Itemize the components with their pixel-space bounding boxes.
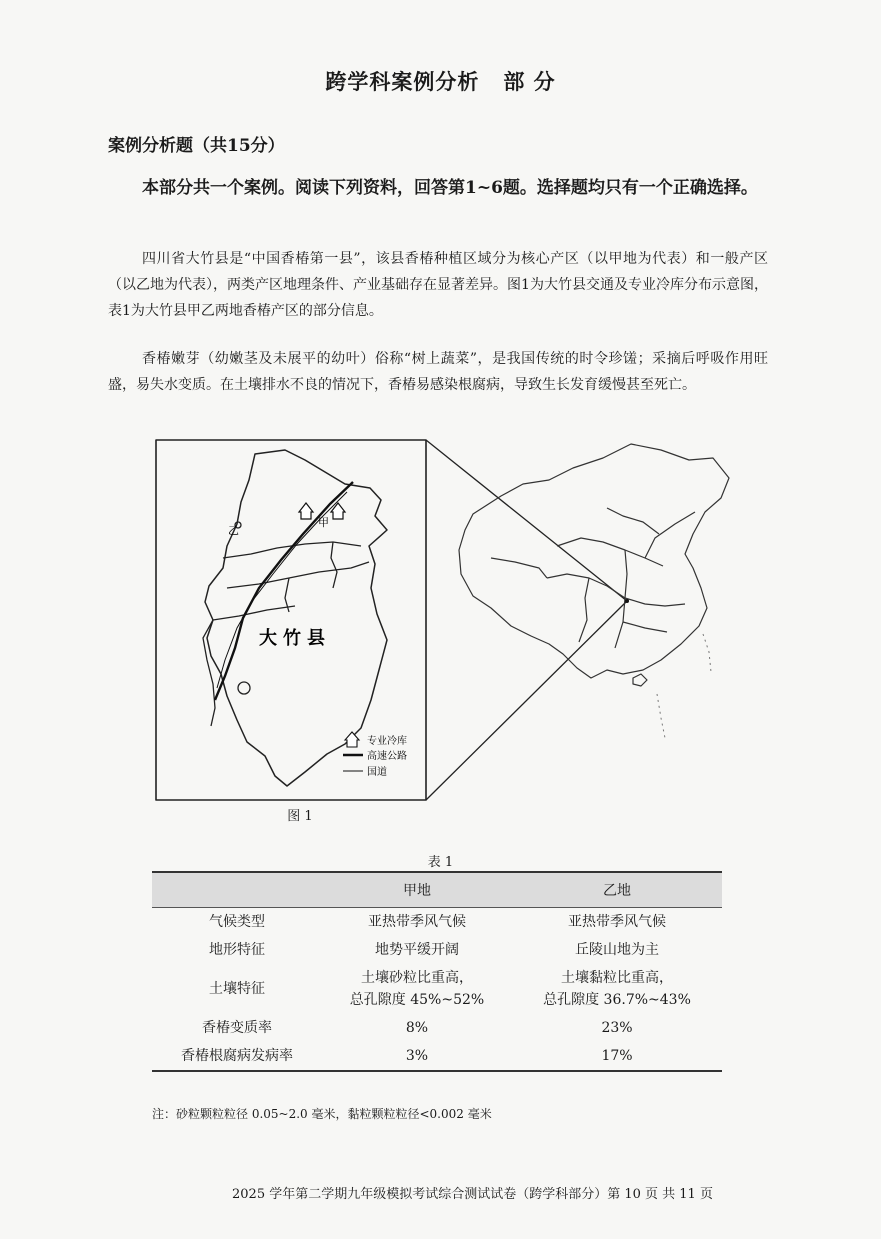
data-table (152, 871, 722, 1072)
table-row (152, 1042, 722, 1071)
row-label: 香椿变质率 (202, 1020, 272, 1036)
county-outline (205, 450, 387, 786)
cell-jia: 亚热带季风气候 (368, 914, 466, 930)
location-marker (625, 599, 629, 603)
title-main: 跨学科案例分析 (325, 69, 480, 94)
table-header (152, 872, 322, 908)
expressway-line (215, 482, 353, 700)
cell-line: 总孔隙度 45%~52% (349, 992, 485, 1008)
figure-caption: 图 1 (287, 809, 313, 824)
cell-yi: 丘陵山地为主 (575, 942, 659, 958)
province-boundary (491, 558, 547, 578)
hainan-island (633, 674, 647, 686)
cell-yi: 23% (601, 1020, 633, 1036)
page-footer: 2025 学年第二学期九年级模拟考试综合测试试卷（跨学科部分）第 10 页 共 11 页 (232, 1187, 713, 1202)
paragraph-1: 四川省大竹县是“中国香椿第一县”，该县香椿种植区域分为核心产区（以甲地为代表）和一般产区（以乙地为代表），两类产区地理条件、产业基础存在显著差异。图1为大竹县交通及专业冷库分布示意图，表1为大竹县甲乙两地香椿产区的部分信息。 (108, 251, 768, 319)
south-sea-islands (657, 634, 711, 738)
connector-line-top (426, 440, 627, 601)
section-heading: 案例分析题（共15分） (108, 136, 285, 156)
legend-label: 专业冷库 (367, 736, 407, 747)
table-caption: 表 1 (427, 855, 454, 870)
cell-line: 土壤黏粒比重高， (561, 970, 673, 986)
cell-yi (512, 964, 722, 1014)
province-boundary (623, 622, 667, 632)
legend-house-icon (345, 732, 359, 747)
internal-boundary (227, 562, 369, 588)
cell-jia: 3% (322, 1042, 512, 1071)
row-label: 气候类型 (209, 914, 265, 930)
province-boundary (579, 578, 589, 642)
legend-label: 国道 (367, 767, 387, 778)
cell-yi: 17% (512, 1042, 722, 1071)
instruction-text: 本部分共一个案例。阅读下列资料，回答第1~6题。选择题均只有一个正确选择。 (142, 178, 758, 198)
internal-boundary (213, 606, 295, 620)
cell-yi: 亚热带季风气候 (568, 914, 666, 930)
table-row (152, 964, 722, 1014)
cell-jia (322, 964, 512, 1014)
row-label: 香椿根腐病发病率 (152, 1042, 322, 1071)
table-note: 注：砂粒颗粒粒径 0.05~2.0 毫米，黏粒颗粒粒径<0.002 毫米 (152, 1107, 492, 1121)
figure-1-map (155, 438, 745, 803)
house-icon (299, 503, 313, 519)
province-boundary (607, 508, 659, 534)
row-label: 地形特征 (209, 942, 265, 958)
title-part: 部 分 (503, 69, 556, 94)
province-boundary (615, 550, 627, 648)
map-legend (343, 732, 407, 778)
paragraph-2: 香椿嫩芽（幼嫩茎及未展平的幼叶）俗称“树上蔬菜”，是我国传统的时令珍馐；采摘后呼吸作用旺盛，易失水变质。在土壤排水不良的情况下，香椿易感染根腐病，导致生长发育缓慢甚至死亡。 (108, 351, 768, 393)
cell-jia: 地势平缓开阔 (375, 942, 459, 958)
cell-jia: 8% (405, 1020, 429, 1036)
place-label-jia: 甲 (318, 516, 329, 529)
page-title (0, 66, 881, 96)
table-header-row (152, 872, 722, 908)
internal-boundary (331, 542, 337, 588)
table-header: 甲地 (322, 872, 512, 908)
table-row (152, 908, 722, 937)
row-label: 土壤特征 (209, 981, 265, 997)
reservoir-ring (238, 682, 250, 694)
county-west-edge (203, 620, 215, 726)
connector-line-bottom (426, 601, 627, 800)
table-row (152, 936, 722, 964)
place-label-yi: 乙 (228, 524, 239, 537)
province-boundary (625, 598, 685, 606)
table-header: 乙地 (512, 872, 722, 908)
table-row (152, 1014, 722, 1042)
province-boundary (557, 538, 663, 566)
legend-label: 高速公路 (367, 751, 407, 762)
cell-line: 土壤砂粒比重高， (361, 970, 473, 986)
province-boundary (645, 512, 695, 558)
cell-line: 总孔隙度 36.7%~43% (543, 992, 691, 1008)
china-outline (459, 444, 729, 678)
county-label: 大竹县 (259, 628, 331, 649)
